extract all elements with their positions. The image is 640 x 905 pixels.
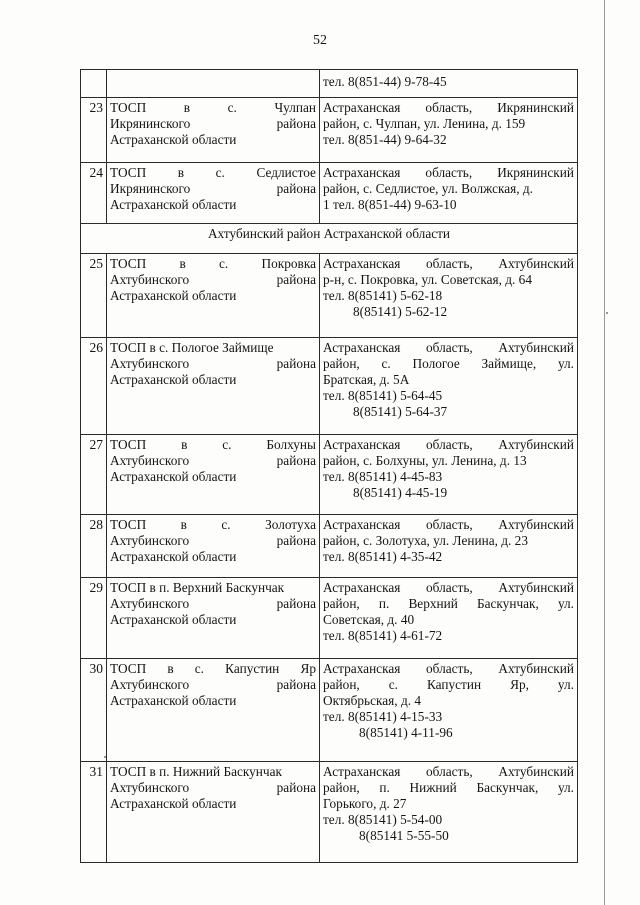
address-word: Астраханская (323, 764, 401, 779)
name-line (110, 780, 316, 796)
address-line (323, 197, 574, 213)
row-address-cell (320, 762, 578, 863)
row-number-cell: 24 (81, 163, 107, 224)
row-number-cell: 26 (81, 338, 107, 435)
name-line (110, 453, 316, 469)
name-word: Астраханской области (110, 612, 237, 627)
name-word: Ахтубинского (110, 677, 190, 692)
address-word: область, (426, 517, 473, 532)
address-line (323, 388, 574, 404)
address-word: п. (378, 596, 390, 611)
address-word: с. (381, 356, 391, 371)
address-word: район, (323, 780, 360, 795)
address-line (323, 356, 574, 372)
section-row (81, 224, 578, 254)
name-word: Капустин (225, 661, 280, 676)
address-line (323, 485, 574, 501)
address-line (323, 132, 574, 148)
name-word: района (276, 780, 316, 795)
name-word: Астраханской области (110, 197, 237, 212)
name-line (110, 356, 316, 372)
address-line (323, 677, 574, 693)
address-word: район, (323, 677, 360, 692)
table-row (81, 578, 578, 659)
address-line (323, 116, 574, 132)
row-name-cell (107, 70, 320, 98)
scan-speck (606, 312, 608, 314)
name-line (110, 533, 316, 549)
name-line (110, 132, 316, 148)
address-line (323, 725, 574, 741)
table-row (81, 659, 578, 762)
name-word: в (179, 256, 186, 271)
address-line (323, 549, 574, 565)
row-name-cell (107, 578, 320, 659)
name-line (110, 661, 316, 677)
name-line (110, 340, 316, 356)
name-line (110, 256, 316, 272)
name-word: района (276, 596, 316, 611)
address-word: район, с. Седлистое, ул. Волжская, д. (323, 181, 533, 196)
address-word: Баскунчак, (476, 596, 539, 611)
name-word: Ахтубинского (110, 453, 190, 468)
address-word: р-н, с. Покровка, ул. Советская, д. 64 (323, 272, 532, 287)
address-line (323, 693, 574, 709)
address-word: Икрянинский (497, 100, 574, 115)
address-word: область, (426, 256, 473, 271)
name-line (110, 677, 316, 693)
address-line (323, 437, 574, 453)
address-word: Верхний (408, 596, 458, 611)
name-word: в (181, 437, 188, 452)
address-word: тел. 8(85141) 5-62-18 (323, 288, 443, 303)
address-word: ул. (557, 780, 574, 795)
name-word: района (276, 356, 316, 371)
address-line (323, 764, 574, 780)
name-word: с. (222, 437, 232, 452)
address-line (323, 288, 574, 304)
address-word: ул. (557, 596, 574, 611)
name-word: ТОСП в с. Пологое Займище (110, 340, 274, 355)
name-word: Астраханской области (110, 796, 237, 811)
address-word: ул. (557, 356, 574, 371)
address-word: область, (425, 165, 473, 180)
name-line (110, 372, 316, 388)
page-number: 52 (313, 33, 327, 48)
address-word: Астраханская (323, 580, 401, 595)
name-word: Ахтубинского (110, 780, 190, 795)
name-word: ТОСП (110, 437, 147, 452)
name-word: Ахтубинского (110, 596, 190, 611)
registry-table (80, 69, 578, 863)
address-line: тел. 8(851-44) 9-78-45 (323, 74, 447, 89)
name-word: Покровка (261, 256, 316, 271)
address-word: область, (426, 437, 473, 452)
name-word: района (276, 181, 316, 196)
address-word: Ахтубинский (498, 437, 574, 452)
name-word: с. (221, 517, 231, 532)
name-word: района (276, 272, 316, 287)
row-name-cell (107, 98, 320, 163)
address-word: тел. 8(851-44) 9-64-32 (323, 132, 447, 147)
row-number-cell: 27 (81, 435, 107, 515)
address-word: область, (426, 661, 473, 676)
name-line (110, 272, 316, 288)
name-word: ТОСП в п. Нижний Баскунчак (110, 764, 282, 779)
name-word: ТОСП (110, 256, 147, 271)
name-word: района (276, 677, 316, 692)
name-line (110, 796, 316, 812)
address-line (323, 533, 574, 549)
registry-table-body (81, 70, 578, 863)
name-line (110, 612, 316, 628)
name-word: Астраханской области (110, 372, 237, 387)
address-word: область, (426, 764, 473, 779)
address-word: п. (379, 780, 390, 795)
table-row (81, 163, 578, 224)
address-word: Ахтубинский (498, 580, 574, 595)
name-word: Астраханской области (110, 693, 237, 708)
name-line (110, 549, 316, 565)
address-word: с. (388, 677, 398, 692)
name-word: с. (194, 661, 205, 676)
name-word: Болхуны (266, 437, 316, 452)
name-word: ТОСП (110, 517, 147, 532)
address-word: Горького, д. 27 (323, 796, 407, 811)
address-word: 8(85141) 5-62-12 (353, 304, 448, 319)
address-word: Ахтубинский (498, 517, 574, 532)
scan-edge-line (604, 0, 605, 905)
address-line (323, 272, 574, 288)
address-word: район, с. Чулпан, ул. Ленина, д. 159 (323, 116, 526, 131)
row-name-cell (107, 254, 320, 338)
table-row (81, 762, 578, 863)
address-line (323, 256, 574, 272)
name-line (110, 181, 316, 197)
address-word: тел. 8(85141) 4-61-72 (323, 628, 443, 643)
name-line (110, 517, 316, 533)
address-word: тел. 8(85141) 4-45-83 (323, 469, 443, 484)
address-line (323, 453, 574, 469)
address-word: Ахтубинский (498, 661, 574, 676)
row-number-cell (81, 70, 107, 98)
name-line (110, 116, 316, 132)
name-word: Ахтубинского (110, 272, 190, 287)
address-line (323, 304, 574, 320)
name-word: района (276, 116, 316, 131)
name-word: Астраханской области (110, 288, 237, 303)
address-line (323, 517, 574, 533)
row-number-cell: 31 (81, 762, 107, 863)
address-line (323, 340, 574, 356)
address-word: Астраханская (323, 517, 401, 532)
address-word: Октябрьская, д. 4 (323, 693, 422, 708)
name-word: ТОСП (110, 165, 147, 180)
name-line (110, 596, 316, 612)
address-word: Баскунчак, (476, 780, 539, 795)
row-address-cell (320, 98, 578, 163)
name-word: с. (215, 165, 225, 180)
address-line (323, 404, 574, 420)
address-word: Нижний (409, 780, 457, 795)
name-word: района (276, 533, 316, 548)
row-number-cell: 25 (81, 254, 107, 338)
name-line (110, 197, 316, 213)
name-word: в (167, 661, 174, 676)
address-line (323, 165, 574, 181)
address-line (323, 612, 574, 628)
address-word: область, (426, 340, 473, 355)
row-address-cell (320, 435, 578, 515)
address-line (323, 796, 574, 812)
address-line (323, 661, 574, 677)
row-name-cell (107, 435, 320, 515)
address-word: 8(85141 5-55-50 (359, 828, 449, 843)
address-word: Пологое (412, 356, 460, 371)
address-word: Советская, д. 40 (323, 612, 415, 627)
address-word: 8(85141) 4-11-96 (359, 725, 453, 740)
address-word: Астраханская (323, 340, 401, 355)
table-row (81, 254, 578, 338)
address-word: область, (426, 580, 473, 595)
address-line (323, 828, 574, 844)
name-word: ТОСП (110, 100, 147, 115)
name-line (110, 437, 316, 453)
table-row (81, 98, 578, 163)
address-line (323, 780, 574, 796)
name-word: с. (219, 256, 229, 271)
address-word: тел. 8(85141) 4-15-33 (323, 709, 443, 724)
name-word: в (183, 100, 191, 115)
address-word: Астраханская (323, 437, 401, 452)
row-name-cell (107, 515, 320, 578)
address-word: Астраханская (323, 661, 401, 676)
name-line (110, 693, 316, 709)
name-line (110, 165, 316, 181)
name-word: с. (227, 100, 237, 115)
name-word: Яр (300, 661, 316, 676)
name-word: ТОСП в п. Верхний Баскунчак (110, 580, 285, 595)
row-number-cell: 23 (81, 98, 107, 163)
address-word: Астраханская (323, 100, 401, 115)
row-name-cell (107, 163, 320, 224)
name-line (110, 764, 316, 780)
name-word: Ахтубинского (110, 356, 190, 371)
address-word: район, (323, 596, 360, 611)
row-name-cell (107, 338, 320, 435)
address-line (323, 596, 574, 612)
name-line (110, 288, 316, 304)
address-word: область, (425, 100, 473, 115)
table-row (81, 435, 578, 515)
row-number-cell: 29 (81, 578, 107, 659)
name-word: Астраханской области (110, 132, 237, 147)
row-address-cell (320, 254, 578, 338)
name-line (110, 580, 316, 596)
row-name-cell (107, 659, 320, 762)
address-word: Яр, (510, 677, 529, 692)
address-line (323, 709, 574, 725)
table-row (81, 515, 578, 578)
name-word: в (177, 165, 185, 180)
address-word: район, (323, 356, 360, 371)
name-word: Седлистое (256, 165, 316, 180)
address-word: Икрянинский (497, 165, 574, 180)
address-line (323, 812, 574, 828)
name-word: Икрянинского (110, 116, 191, 131)
name-word: Астраханской области (110, 549, 237, 564)
address-word: тел. 8(85141) 4-35-42 (323, 549, 443, 564)
address-word: тел. 8(85141) 5-64-45 (323, 388, 443, 403)
name-word: Астраханской области (110, 469, 237, 484)
address-line (323, 372, 574, 388)
address-line (323, 100, 574, 116)
address-line (323, 181, 574, 197)
address-word: район, с. Болхуны, ул. Ленина, д. 13 (323, 453, 527, 468)
address-word: Ахтубинский (498, 256, 574, 271)
address-line (323, 628, 574, 644)
address-word: тел. 8(85141) 5-54-00 (323, 812, 443, 827)
address-word: 8(85141) 5-64-37 (353, 404, 448, 419)
address-word: Астраханская (323, 256, 401, 271)
row-address-cell (320, 578, 578, 659)
name-word: в (180, 517, 187, 532)
row-name-cell (107, 762, 320, 863)
address-line (323, 580, 574, 596)
row-number-cell: 30 (81, 659, 107, 762)
address-word: ул. (557, 677, 574, 692)
address-word: Займище, (481, 356, 537, 371)
name-word: Икрянинского (110, 181, 191, 196)
name-line (110, 100, 316, 116)
name-word: Ахтубинского (110, 533, 190, 548)
row-address-cell (320, 515, 578, 578)
address-word: 8(85141) 4-45-19 (353, 485, 448, 500)
row-number-cell: 28 (81, 515, 107, 578)
row-address-cell (320, 338, 578, 435)
row-address-cell (320, 70, 578, 98)
name-word: района (276, 453, 316, 468)
address-word: Капустин (426, 677, 482, 692)
name-word: Золотуха (265, 517, 316, 532)
address-word: Ахтубинский (498, 764, 574, 779)
name-word: ТОСП (110, 661, 147, 676)
address-word: Ахтубинский (498, 340, 574, 355)
table-row (81, 338, 578, 435)
section-heading: Ахтубинский район Астраханской области (81, 224, 578, 254)
address-word: Братская, д. 5А (323, 372, 410, 387)
row-address-cell (320, 659, 578, 762)
row-address-cell (320, 163, 578, 224)
address-word: Астраханская (323, 165, 401, 180)
name-word: Чулпан (274, 100, 316, 115)
table-row-continued (81, 70, 578, 98)
address-word: 1 тел. 8(851-44) 9-63-10 (323, 197, 457, 212)
name-line (110, 469, 316, 485)
address-line (323, 469, 574, 485)
address-word: район, с. Золотуха, ул. Ленина, д. 23 (323, 533, 528, 548)
